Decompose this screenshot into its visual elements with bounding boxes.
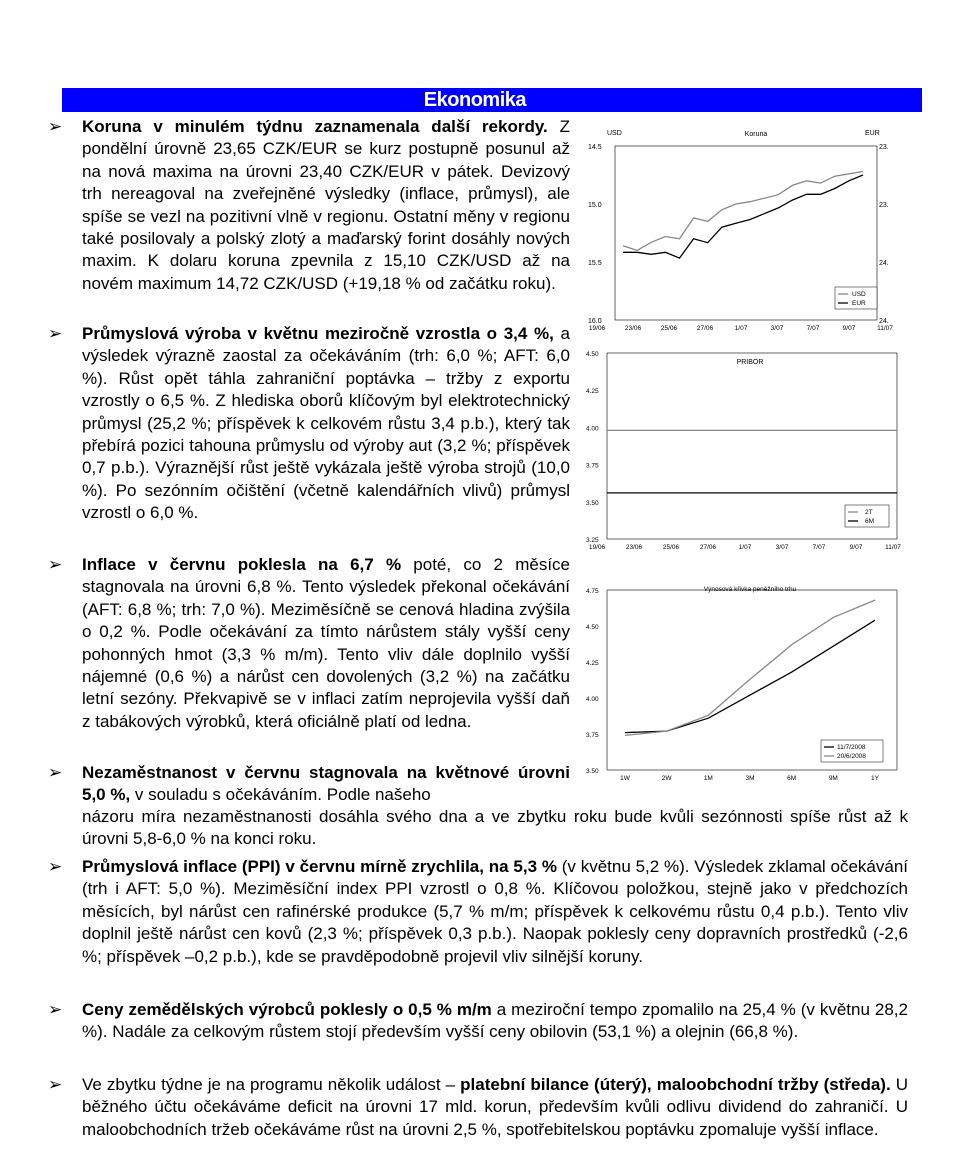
legend-label: 2T xyxy=(865,509,873,516)
series-line-eur xyxy=(623,175,863,258)
x-tick: 1W xyxy=(620,775,630,782)
y-tick: 4.75 xyxy=(586,588,599,595)
x-tick: 3/07 xyxy=(775,544,789,551)
x-tick: 11/07 xyxy=(885,544,901,551)
paragraph-prumysl: Průmyslová výroba v květnu meziročně vzrostla o 3,4 %, a výsledek výrazně zaostal za očekáváním (trh: 6,0 %; AFT: 6,0 %). Růst opět táhla zahraniční poptávka – tržby z exportu vzrostly o 6,5 %. Z hlediska oborů klíčovým byl elektrotechnický průmysl (25,2 %; příspěvek k celkovém růstu 3,4 p.b.), který tak přebírá pozici tahouna průmyslu od výroby aut (3,2 %; příspěvek 0,7 p.b.). Výraznější růst ještě vykázala ještě výroba strojů (10,0 %). Po sezónním očištění (včetně kalendářních vlivů) průmysl vzrostl o 6,0 %. xyxy=(82,324,570,523)
paragraph-koruna: Koruna v minulém týdnu zaznamenala další rekordy. Z pondělní úrovně 23,65 CZK/EUR se kurz postupně posunul až na nová maxima na úrovni 23,40 CZK/EUR v pátek. Devizový trh nereagoval na zveřejněné výsledky (inflace, průmysl), ale spíše se vezl na pozitivní vlně v regionu. Ostatní měny v regionu také posilovaly a polský zlotý a maďarský forint dosáhly nových maxim. K dolaru koruna zpevnila z 15,10 CZK/USD až na novém maximum 14,72 CZK/USD (+19,18 % od začátku roku). xyxy=(82,117,570,293)
bullet-arrow-icon: ➢ xyxy=(48,117,63,136)
y-tick: 4.25 xyxy=(586,388,599,396)
y-tick: 4.00 xyxy=(586,425,599,433)
paragraph-program-tydne: Ve zbytku týdne je na programu několik událost – platební bilance (úterý), maloobchodní tržby (středa). U běžného účtu očekáváme deficit na úrovni 17 mld. korun, především kvůli odlivu dividend do zahraničí. U maloobchodních tržeb očekáváme růst na úrovni 2,5 %, spotřebitelskou poptávku zpomaluje vyšší inflace. xyxy=(82,1075,909,1139)
y-tick: 4.25 xyxy=(586,660,599,667)
y-tick-right: 24. xyxy=(879,260,889,267)
x-tick: 9M xyxy=(828,775,838,782)
right-axis-label: EUR xyxy=(865,130,880,137)
paragraph-zemedelske-ceny: Ceny zemědělských výrobců poklesly o 0,5 % m/m a meziroční tempo zpomalilo na 25,4 % (v květnu 28,2 %). Nadále za celkovým růstem stojí především vyšší ceny obilovin (53,1 %) a olejnin (66,8 %). xyxy=(82,1000,908,1042)
left-axis-label: USD xyxy=(607,130,622,137)
series-line xyxy=(625,600,875,735)
x-tick: 3M xyxy=(745,775,755,782)
paragraph-ppi: Průmyslová inflace (PPI) v červnu mírně zrychlila, na 5,3 % (v květnu 5,2 %). Výsledek zklamal očekávání (trh i AFT: 5,0 %). Meziměsíční index PPI vzrostl o 0,8 %. Klíčovou položkou, stejně jako v předchozích měsících, byl nárůst cen rafinérské produkce (5,7 % m/m; příspěvek k celkovému růstu 0,4 p.b.). Tento vliv doplnil ještě nárůst cen kovů (2,3 %; příspěvek 0,3 p.b.). Naopak poklesly ceny dopravních prostředků (-2,6 %; příspěvek –0,2 p.b.), kde se pravděpodobně projevil vliv silnější koruny. xyxy=(82,857,908,966)
chart-vynosova-krivka xyxy=(585,578,915,788)
x-tick: 25/06 xyxy=(660,325,678,332)
paragraph-inflace: Inflace v červnu poklesla na 6,7 % poté, co 2 měsíce stagnovala na úrovni 6,8 %. Tento výsledek překonal očekávání (AFT: 6,8 %; trh: 7,0 %). Meziměsíčně se cenová hladina zvýšila o 0,2 %. Podle očekávání za tímto nárůstem stály vyšší ceny pohonných hmot (3,3 % m/m). Tento vliv dále doplnilo vyšší nájemné (0,6 %) a nárůst cen dovolených (3,2 %) na začátku letní sezóny. Překvapivě se v inflaci zatím neprojevila vyšší daň z tabákových výrobků, která oficiálně platí od ledna. xyxy=(82,555,570,731)
x-tick: 9/07 xyxy=(842,325,856,332)
x-tick: 1/07 xyxy=(734,325,748,332)
bullet-arrow-icon: ➢ xyxy=(48,555,63,574)
bullet-arrow-icon: ➢ xyxy=(48,1000,63,1019)
x-tick: 25/06 xyxy=(662,544,680,551)
y-tick: 3.75 xyxy=(586,732,599,739)
y-tick: 4.50 xyxy=(586,624,599,631)
x-tick: 1/07 xyxy=(738,544,752,551)
y-tick: 3.50 xyxy=(586,768,599,775)
legend-label: EUR xyxy=(852,300,866,307)
y-tick-left: 16.0 xyxy=(588,318,602,325)
bullet-arrow-icon: ➢ xyxy=(48,857,63,876)
bullet-arrow-icon: ➢ xyxy=(48,1075,63,1094)
y-tick: 3.25 xyxy=(586,537,599,544)
x-tick: 23/06 xyxy=(625,544,643,551)
chart-title: PRIBOR xyxy=(736,359,764,366)
y-tick: 3.75 xyxy=(586,462,599,470)
legend-label: USD xyxy=(852,291,866,298)
legend-label: 6M xyxy=(865,518,875,525)
x-tick: 23/06 xyxy=(624,325,642,332)
bullet-arrow-icon: ➢ xyxy=(48,763,63,782)
x-tick: 27/06 xyxy=(696,325,714,332)
x-tick: 6M xyxy=(787,775,797,782)
y-tick-left: 15.0 xyxy=(588,202,602,209)
x-tick: 3/07 xyxy=(770,325,784,332)
y-tick: 3.50 xyxy=(586,499,599,507)
y-tick: 4.50 xyxy=(586,351,599,358)
y-tick-right: 23. xyxy=(879,144,889,151)
x-tick: 9/07 xyxy=(849,544,863,551)
x-tick: 7/07 xyxy=(812,544,826,551)
legend-label: 11/7/2008 xyxy=(837,744,866,751)
legend-label: 20/6/2008 xyxy=(837,753,866,760)
x-tick: 2W xyxy=(661,775,672,782)
series-line-usd xyxy=(623,172,863,251)
x-tick: 11/07 xyxy=(877,325,893,332)
y-tick-right: 24. xyxy=(879,318,889,325)
chart-title: Výnosová křivka peněžního trhu xyxy=(703,586,797,593)
y-tick-left: 15.5 xyxy=(588,260,602,267)
bullet-arrow-icon: ➢ xyxy=(48,324,63,343)
series-line xyxy=(625,620,875,732)
paragraph-nezamestnanost-b: názoru míra nezaměstnanosti dosáhla svého dna a ve zbytku roku bude kvůli sezónnosti spíše růst až k úrovni 5,8-6,0 % na konci roku. xyxy=(82,807,908,849)
x-tick: 19/06 xyxy=(588,544,606,551)
chart-pribor xyxy=(585,345,915,555)
y-tick-right: 23. xyxy=(879,202,889,209)
paragraph-nezamestnanost-a: Nezaměstnanost v červnu stagnovala na květnové úrovni 5,0 %, v souladu s očekáváním. Podle našeho xyxy=(82,763,570,805)
x-tick: 7/07 xyxy=(806,325,820,332)
chart-title: Koruna xyxy=(744,131,768,138)
y-tick: 4.00 xyxy=(586,696,599,703)
chart-koruna xyxy=(585,124,915,334)
x-tick: 19/06 xyxy=(588,325,606,332)
x-tick: 1Y xyxy=(871,775,879,782)
y-tick-left: 14.5 xyxy=(588,144,602,151)
section-title: Ekonomika xyxy=(423,89,526,111)
x-tick: 27/06 xyxy=(699,544,717,551)
section-header-bar xyxy=(62,88,922,112)
x-tick: 1M xyxy=(703,775,713,782)
